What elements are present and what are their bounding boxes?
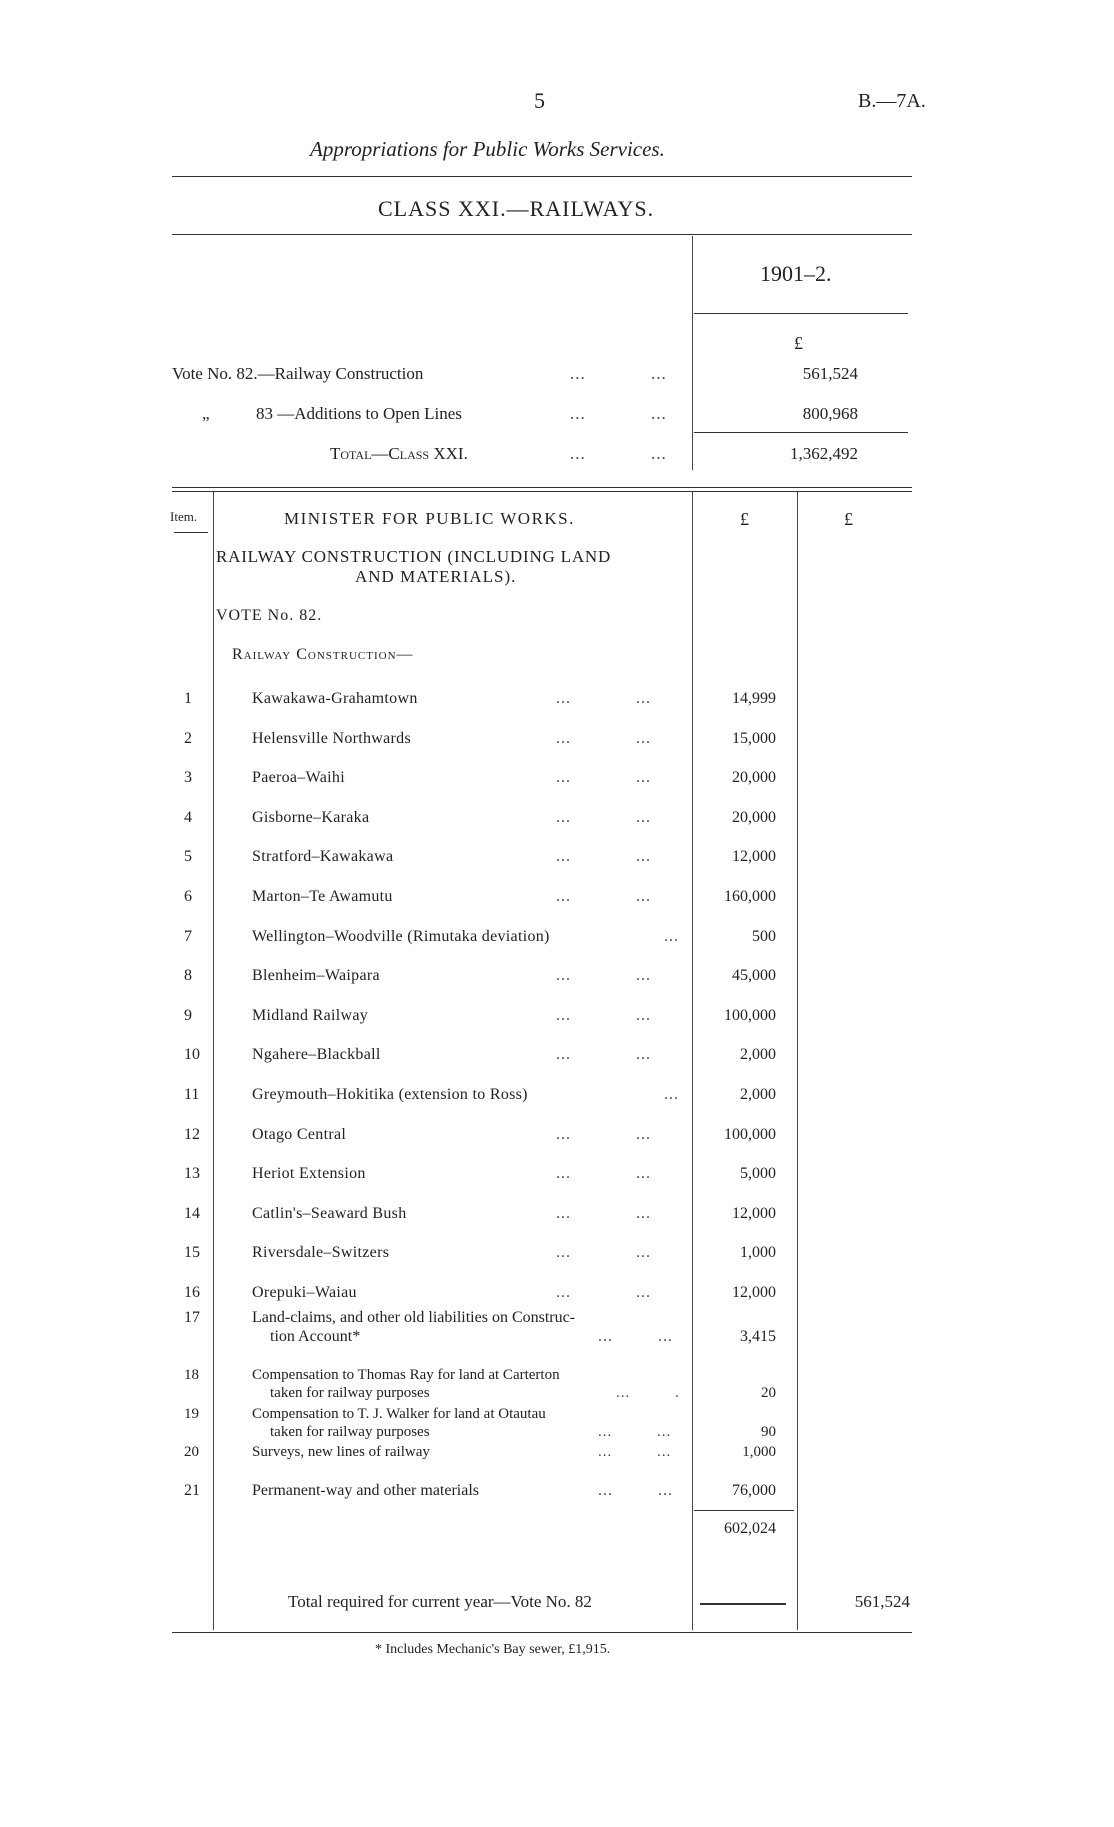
item-label-line2: taken for railway purposes [270,1424,430,1440]
item-dots: ... ... [598,1328,673,1345]
item-label: Orepuki–Waiau [252,1284,357,1301]
item-number: 14 [184,1205,200,1222]
item-amount: 2,000 [740,1046,776,1063]
item-amount: 15,000 [732,730,776,747]
item-dots: ... ... [556,1244,651,1261]
vote-heading: VOTE No. 82. [216,607,323,624]
summary-row-vote-82 [172,364,912,384]
item-number: 17 [184,1309,200,1326]
detail-top-rule-2 [172,491,912,492]
item-number: 20 [184,1444,199,1460]
item-label-line1: Land-claims, and other old liabilities on Construc- [252,1309,576,1326]
item-amount: 14,999 [732,690,776,707]
item-label: Riversdale–Switzers [252,1244,390,1261]
item-label: Marton–Te Awamutu [252,888,393,905]
table-row [0,1367,1114,1407]
summary-row-label: 83 —Additions to Open Lines [256,404,462,423]
item-dots: ... . [616,1385,680,1401]
class-title: CLASS XXI.—RAILWAYS. [378,196,655,221]
table-row [0,1086,1114,1108]
item-label: Greymouth–Hokitika (extension to Ross) [252,1086,528,1103]
table-row [0,769,1114,791]
table-row [0,1244,1114,1266]
table-row [0,1444,1114,1464]
summary-row-dots: ... ... [570,404,667,423]
item-label-line1: Compensation to T. J. Walker for land at Otautau [252,1406,546,1422]
item-dots: ... ... [556,888,651,905]
item-dots: ... ... [556,730,651,747]
item-number: 5 [184,848,192,865]
summary-year: 1901–2. [760,261,832,286]
item-dots: ... ... [556,1126,651,1143]
summary-year-rule [694,313,908,314]
item-number: 18 [184,1367,199,1383]
item-label: Helensville Northwards [252,730,412,747]
item-amount: 160,000 [724,888,776,905]
table-row [0,967,1114,989]
item-number: 9 [184,1007,192,1024]
item-dots: ... ... [598,1424,672,1440]
table-row [0,1284,1114,1306]
table-row [0,1406,1114,1446]
item-number: 21 [184,1482,200,1499]
running-title: Appropriations for Public Works Services. [310,137,665,161]
table-row [0,690,1114,712]
ditto-mark: „ [202,404,210,423]
table-row [0,1205,1114,1227]
item-label: Wellington–Woodville (Rimutaka deviation) [252,928,550,945]
item-label: Permanent-way and other materials [252,1482,480,1499]
item-dots: ... [664,1086,679,1103]
item-dots: ... ... [598,1444,672,1460]
item-amount: 3,415 [740,1328,776,1345]
table-row [0,928,1114,950]
item-amount: 12,000 [732,1205,776,1222]
item-label: Ngahere–Blackball [252,1046,381,1063]
item-amount: 20 [761,1385,776,1401]
summary-divider [692,236,693,470]
subtotal-amount: 602,024 [724,1520,776,1537]
table-row [0,1165,1114,1187]
summary-total-rule [694,432,908,433]
total-amount: 561,524 [854,1592,910,1611]
item-dots: ... ... [556,1284,651,1301]
item-amount: 90 [761,1424,776,1440]
item-label: Stratford–Kawakawa [252,848,394,865]
item-label: Midland Railway [252,1007,369,1024]
item-number: 2 [184,730,192,747]
item-number: 1 [184,690,192,707]
total-label: Total required for current year—Vote No. 82 [288,1592,592,1611]
table-row [0,809,1114,831]
table-row [0,730,1114,752]
item-amount: 45,000 [732,967,776,984]
item-dots: ... ... [598,1482,673,1499]
item-amount: 12,000 [732,1284,776,1301]
table-row [0,1046,1114,1068]
item-label: Heriot Extension [252,1165,366,1182]
subhead-railway-construction: Railway Construction— [232,646,414,663]
item-amount: 1,000 [740,1244,776,1261]
total-dash-rule [700,1603,786,1605]
item-amount: 100,000 [724,1126,776,1143]
table-row [0,1309,1114,1353]
item-number: 6 [184,888,192,905]
summary-row-label: Vote No. 82.—Railway Construction [172,364,424,383]
item-dots: ... ... [556,967,651,984]
item-number: 4 [184,809,192,826]
item-dots: ... ... [556,690,651,707]
section-heading-line2: AND MATERIALS). [355,567,517,586]
item-label: Surveys, new lines of railway [252,1444,430,1460]
item-amount: 1,000 [742,1444,776,1460]
item-amount: 76,000 [732,1482,776,1499]
item-column-header: Item. [170,509,198,524]
header-rule [172,176,912,177]
summary-row-dots: ... ... [570,364,667,383]
item-number: 16 [184,1284,200,1301]
item-dots: ... ... [556,1165,651,1182]
item-label: Paeroa–Waihi [252,769,345,786]
document-reference: B.—7A. [858,90,926,112]
page-number: 5 [534,88,545,113]
item-number: 15 [184,1244,200,1261]
item-label-line1: Compensation to Thomas Ray for land at Carterton [252,1367,560,1383]
class-rule [172,234,912,235]
item-label: Kawakawa-Grahamtown [252,690,418,707]
item-amount: 12,000 [732,848,776,865]
item-amount: 5,000 [740,1165,776,1182]
item-dots: ... [664,928,679,945]
item-number: 3 [184,769,192,786]
item-label: Catlin's–Seaward Bush [252,1205,407,1222]
item-amount: 2,000 [740,1086,776,1103]
item-number: 8 [184,967,192,984]
item-header-rule [174,532,208,533]
table-row [0,1007,1114,1029]
item-label: Gisborne–Karaka [252,809,370,826]
item-dots: ... ... [556,848,651,865]
item-number: 13 [184,1165,200,1182]
item-label-line2: taken for railway purposes [270,1385,430,1401]
summary-row-amount: 1,362,492 [790,444,858,463]
item-dots: ... ... [556,809,651,826]
item-number: 7 [184,928,192,945]
item-number: 12 [184,1126,200,1143]
table-row [0,848,1114,870]
summary-row-label: Total—Class XXI. [330,444,468,463]
item-dots: ... ... [556,769,651,786]
summary-row-dots: ... ... [570,444,667,463]
amount-column-currency: £ [740,509,749,529]
footnote-text: * Includes Mechanic's Bay sewer, £1,915. [375,1642,611,1657]
table-row [0,1126,1114,1148]
item-number: 10 [184,1046,200,1063]
item-number: 19 [184,1406,199,1422]
item-dots: ... ... [556,1046,651,1063]
item-amount: 500 [752,928,776,945]
item-label: Blenheim–Waipara [252,967,380,984]
total-column-currency: £ [844,509,853,529]
subtotal-rule [694,1510,794,1511]
minister-heading: MINISTER FOR PUBLIC WORKS. [284,509,575,528]
item-amount: 20,000 [732,769,776,786]
summary-row-amount: 561,524 [802,364,858,383]
summary-row-amount: 800,968 [802,404,858,423]
item-amount: 100,000 [724,1007,776,1024]
item-dots: ... ... [556,1205,651,1222]
table-row [0,1482,1114,1504]
item-label: Otago Central [252,1126,347,1143]
summary-currency: £ [794,333,803,353]
item-amount: 20,000 [732,809,776,826]
section-heading-line1: RAILWAY CONSTRUCTION (INCLUDING LAND [216,547,612,566]
detail-top-rule [172,487,912,488]
table-bottom-rule [172,1632,912,1633]
item-label-line2: tion Account* [270,1328,361,1345]
item-number: 11 [184,1086,200,1103]
table-row [0,888,1114,910]
item-dots: ... ... [556,1007,651,1024]
